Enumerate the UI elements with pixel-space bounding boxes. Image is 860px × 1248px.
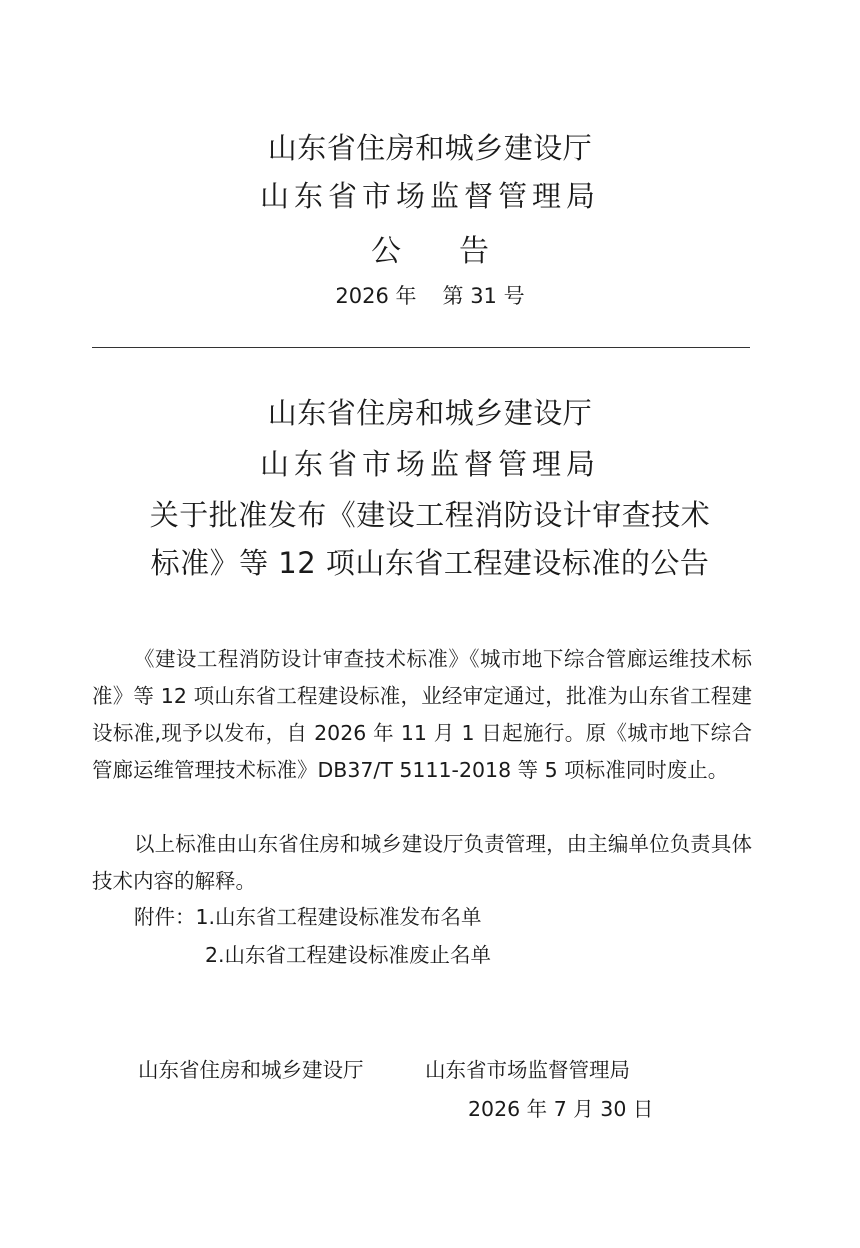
body-paragraph-2: 以上标准由山东省住房和城乡建设厅负责管理，由主编单位负责具体技术内容的解释。 <box>92 832 752 893</box>
notice-char-2: 告 <box>459 234 489 269</box>
notice-heading <box>0 226 860 270</box>
body-paragraph-1: 《建设工程消防设计审查技术标准》《城市地下综合管廊运维技术标准》等 12 项山东省工程建设标准，业经审定通过，批准为山东省工程建设标准,现予以发布，自 2026 年 11 月 1 日起施行。原《城市地下综合管廊运维管理技术标准》DB37/T 5111-2018 等 5 项标准同时废止。 <box>92 647 752 782</box>
title-line-1: 山东省住房和城乡建设厅 <box>267 396 593 430</box>
notice-year: 2026 年 <box>335 284 417 308</box>
signature-org-1: 山东省住房和城乡建设厅 <box>138 1058 364 1082</box>
title-line-4: 标准》等 12 项山东省工程建设标准的公告 <box>150 546 710 580</box>
title-line-2: 山东省市场监督管理局 <box>259 447 600 481</box>
signature-date: 2026 年 7 月 30 日 <box>468 1097 654 1121</box>
notice-serial: 第 31 号 <box>442 284 525 308</box>
notice-char-1: 公 <box>371 234 401 269</box>
title-line-3: 关于批准发布《建设工程消防设计审查技术 <box>149 498 711 532</box>
annex-item-2: 2.山东省工程建设标准废止名单 <box>205 943 492 967</box>
header-divider <box>92 347 750 348</box>
annex-item-1: 附件：1.山东省工程建设标准发布名单 <box>134 905 482 929</box>
notice-number <box>0 280 860 310</box>
signature-org-2: 山东省市场监督管理局 <box>425 1058 630 1082</box>
issuer-name-1: 山东省住房和城乡建设厅 <box>267 131 593 165</box>
issuer-name-2: 山东省市场监督管理局 <box>259 179 600 213</box>
